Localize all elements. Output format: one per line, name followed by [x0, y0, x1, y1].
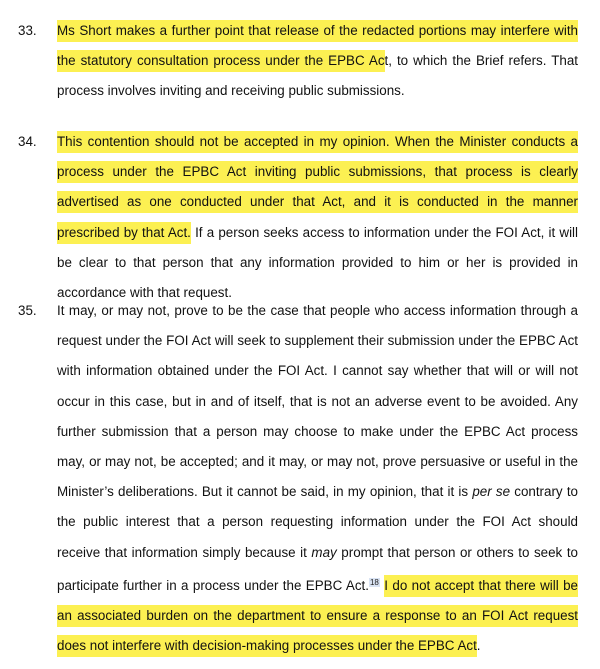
body-text: contrary to the public interest that a person requesting information under the FOI Act should receive that information simply because it — [57, 484, 579, 560]
highlighted-text: This contention should not be accepted in my opinion. When the Minister conducts a process under the EPBC Act inviting public submissions, that process is clearly advertised as one conducted under that Act, and it is conducted in the manner prescribed by that Act. — [57, 131, 578, 244]
body-text: It may, or may not, prove to be the case that people who access information through a request under the FOI Act will seek to supplement their submission under the EPBC Act with information obtained under the FOI Act. I cannot say whether that will or will not occur in this case, but in and of itself, that is not an adverse event to be avoided. Any further submission that a person may choose to make under the EPBC Act process may, or may not, be accepted; and it may, or may not, prove persuasive or useful in the Minister’s deliberations. But it cannot be said, in my opinion, that it is — [57, 303, 578, 500]
paragraph-body — [57, 16, 578, 107]
body-text: If a person seeks access to information under the FOI Act, it will be clear to that person that any information provided to him or her is provided in accordance with that request. — [57, 224, 578, 301]
body-text: . — [476, 638, 481, 654]
highlighted-text: I do not accept that there will be an associated burden on the department to ensure a response to an FOI Act request does not interfere with decision-making processes under the EPBC Act — [57, 575, 578, 657]
paragraph-body — [57, 127, 578, 308]
body-text: prompt that person or others to seek to participate further in a process under the EPBC Act. — [57, 544, 578, 593]
italic-text: may — [311, 544, 337, 560]
body-text: t, to which the Brief refers. That process involves inviting and receiving public submissions. — [57, 53, 578, 99]
paragraph-body — [57, 296, 578, 661]
paragraph-number: 33. — [18, 23, 37, 38]
paragraph-number: 34. — [18, 134, 37, 149]
italic-text: per se — [472, 484, 511, 500]
footnote-reference[interactable]: 18 — [369, 577, 379, 587]
paragraph-number: 35. — [18, 303, 37, 318]
highlighted-text: Ms Short makes a further point that release of the redacted portions may interfere with the statutory consultation process under the EPBC Ac — [57, 20, 578, 72]
